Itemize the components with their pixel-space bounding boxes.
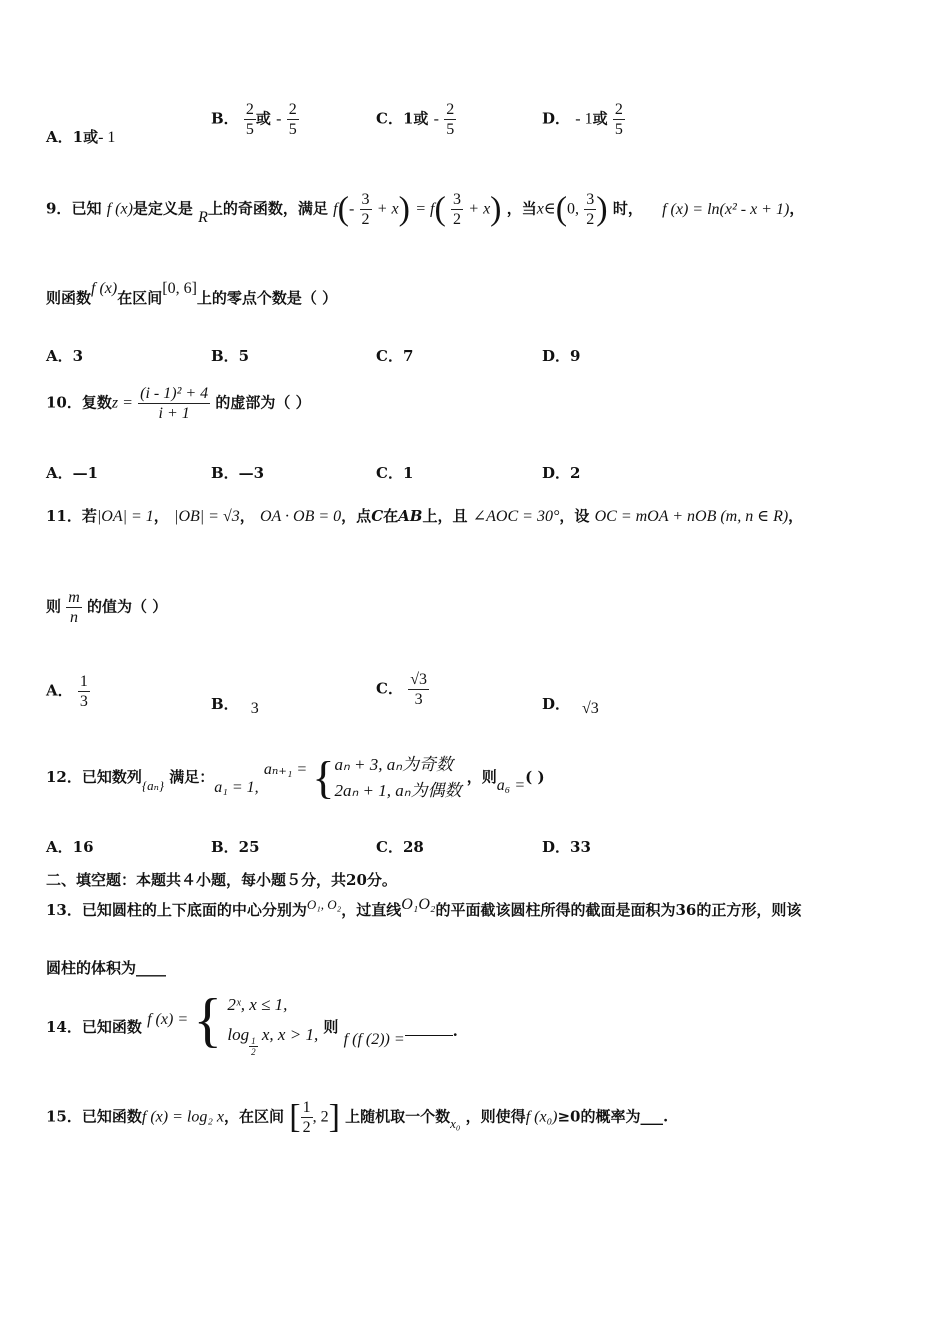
q10-option-b[interactable]: B．—3 (211, 464, 265, 482)
q9-option-b[interactable]: B．5 (211, 347, 250, 365)
fraction: $\frac{2}{5}$ (245, 101, 254, 138)
q12-option-d[interactable]: D．33 (542, 838, 591, 856)
q9-stem-line2: 则函数f (x)在区间[0, 6]上的零点个数是（ ） (46, 280, 338, 307)
q10-option-a[interactable]: A．—1 (46, 464, 99, 482)
q15-stem: 15．已知函数f (x) = log₂ x，在区间 [ $\frac{1}{2}$ , 2] 上随机取一个数x₀ ，则使得f (x₀)≥0的概率为___. (46, 1098, 669, 1136)
fraction: $\frac{√3}{3}$ (410, 671, 427, 708)
q10-option-d[interactable]: D．2 (542, 464, 581, 482)
section-heading: 二、填空题：本题共４小题，每小题５分，共20分。 (46, 871, 397, 889)
q11-stem: 11．若|OA| = 1， |OB| = √3， OA · OB = 0，点C在AB上，且 ∠AOC = 30°，设 OC = mOA + nOB (m, n ∈ R)， (46, 507, 804, 525)
q11-option-c[interactable]: C． $\frac{√3}{3}$ (376, 671, 427, 708)
q11-stem-line2: 则 $\frac{m}{n}$ 的值为（ ） (46, 589, 168, 626)
q11-option-d[interactable]: D． √3 (542, 695, 599, 717)
q10-option-c[interactable]: C．1 (376, 464, 414, 482)
fraction: $\frac{2}{5}$ (614, 101, 623, 138)
q8-option-d[interactable]: D． - 1或 $\frac{2}{5}$ (542, 101, 623, 138)
fraction: $\frac{1}{3}$ (79, 673, 88, 710)
q8-option-b[interactable]: B． $\frac{2}{5}$ 或 - $\frac{2}{5}$ (211, 101, 297, 138)
q12-option-a[interactable]: A．16 (46, 838, 94, 856)
q11-option-a[interactable]: A． $\frac{1}{3}$ (46, 673, 88, 710)
q9-stem: 9．已知 f (x)是定义是 R上的奇函数，满足 f(- $\frac{3}{2}$ + x) = f( $\frac{3}{2}$ + x) ，当x∈(0, $\frac{3}{2}$ ) 时， f (x) = ln(x² - x + 1)， (46, 190, 805, 228)
q14-stem: 14．已知函数 f (x) = { 2ˣ, x ≤ 1, log $\frac{1}{2}$ x, x > 1, 则 f (f (2)) = . (46, 987, 458, 1057)
q13-stem: 13．已知圆柱的上下底面的中心分别为O₁, O₂，过直线O₁O₂的平面截该圆柱所得的截面是面积为36的正方形，则该 (46, 896, 802, 919)
fraction: $\frac{2}{5}$ (288, 101, 297, 138)
q8-option-a[interactable]: A．1或- 1 (46, 128, 116, 146)
q11-option-b[interactable]: B． 3 (211, 695, 259, 717)
q12-option-c[interactable]: C．28 (376, 838, 424, 856)
q9-option-d[interactable]: D．9 (542, 347, 581, 365)
q13-stem-line2: 圆柱的体积为____ (46, 959, 167, 977)
q12-stem: 12．已知数列{aₙ} 满足：a₁ = 1, aₙ₊₁ = { aₙ + 3, aₙ为奇数 2aₙ + 1, aₙ为偶数 ，则a₆ =( ) (46, 752, 545, 803)
q9-option-c[interactable]: C．7 (376, 347, 414, 365)
fraction: $\frac{2}{5}$ (446, 101, 455, 138)
q9-option-a[interactable]: A．3 (46, 347, 84, 365)
q12-option-b[interactable]: B．25 (211, 838, 260, 856)
q10-stem: 10．复数z = $\frac{\text{(i - 1)² + 4}}{i + 1}$ 的虚部为（ ） (46, 385, 311, 422)
q8-option-c[interactable]: C．1或 - $\frac{2}{5}$ (376, 101, 455, 138)
